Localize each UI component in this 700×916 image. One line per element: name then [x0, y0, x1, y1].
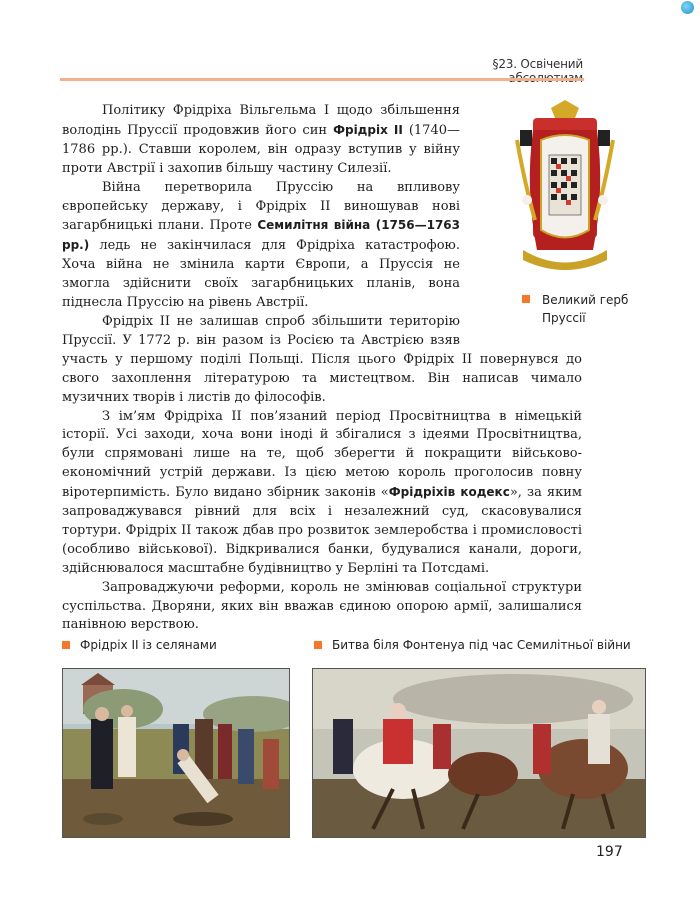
term-seven-years-war: Семилітня війна (1756—1763 рр.)	[62, 218, 460, 253]
main-text	[62, 102, 582, 635]
term-frederick-code: Фрідріхів кодекс	[388, 485, 510, 500]
caption-bullet-icon	[314, 641, 322, 649]
page-number: 197	[596, 844, 623, 860]
right-figure-caption: Битва біля Фонтенуа під час Семилітньої війни	[314, 638, 631, 652]
coat-of-arms-caption: Великий герб Пруссії	[522, 291, 642, 327]
caption-bullet-icon	[522, 295, 530, 303]
header-rule	[60, 78, 584, 81]
left-figure-caption: Фрідріх II із селянами	[62, 638, 217, 652]
paragraph: З ім’ям Фрідріха II пов’язаний період Просвітництва в німецькій історії. Усі заходи, хоча вони іноді й збігалися з ідеями Просвітництва, були спрямовані лише на те, щоб зберегти й покращити військово-економічний устрій держави. Із цією метою король проголосив повну віротерпимість. Було видано збірник законів «Фрідріхів кодекс», за яким запроваджувався рівний для всіх і незалежний суд, скасовувалися тортури. Фрідріх II також дбав про розвиток землеробства і промисловості (особливо військової). Відкривалися банки, будувалися канали, дороги, здійснювалося масштабне будівництво у Берліні та Потсдамі.	[62, 408, 582, 576]
publisher-logo-icon	[681, 1, 694, 14]
caption-bullet-icon	[62, 641, 70, 649]
coat-of-arms-image	[515, 100, 615, 280]
running-title: §23. Освічений	[492, 57, 583, 71]
paragraph: Політику Фрідріха Вільгельма I щодо збільшення володінь Пруссії продовжив його син Фрідріх II (1740—1786 рр.). Ставши королем, він одразу вступив у війну проти Австрії і захопив більшу частину Силезії.	[62, 103, 460, 176]
paragraph: Війна перетворила Пруссію на впливову європейську державу, і Фрідріх II виношував нові загарбницькі плани. Проте Семилітня війна (1756—1763 рр.) ледь не закінчилася для Фрідріха катастрофою. Хоча війна не змінила карти Європи, а Пруссія не змогла здійснити своїх загарбницьких планів, вона піднесла Пруссію на рівень Австрії.	[62, 179, 460, 311]
paragraph: Запроваджуючи реформи, король не змінював соціальної структури суспільства. Дворяни, яких він вважав єдиною опорою армії, залишалися панівною верствою.	[62, 579, 582, 633]
painting-battle-fontenoy	[312, 668, 646, 838]
term-frederick: Фрідріх II	[333, 122, 403, 137]
painting-frederick-peasants	[62, 668, 290, 838]
paragraph: Фрідріх II не залишав спроб збільшити територію Пруссії. У 1772 р. він разом із Росією та Австрією взяв участь у першому поділі Польщі. Після цього Фрідріх II повернувся до свого захоплення літературою та мистецтвом. Він написав чимало музичних творів і листів до філософів.	[62, 313, 582, 405]
